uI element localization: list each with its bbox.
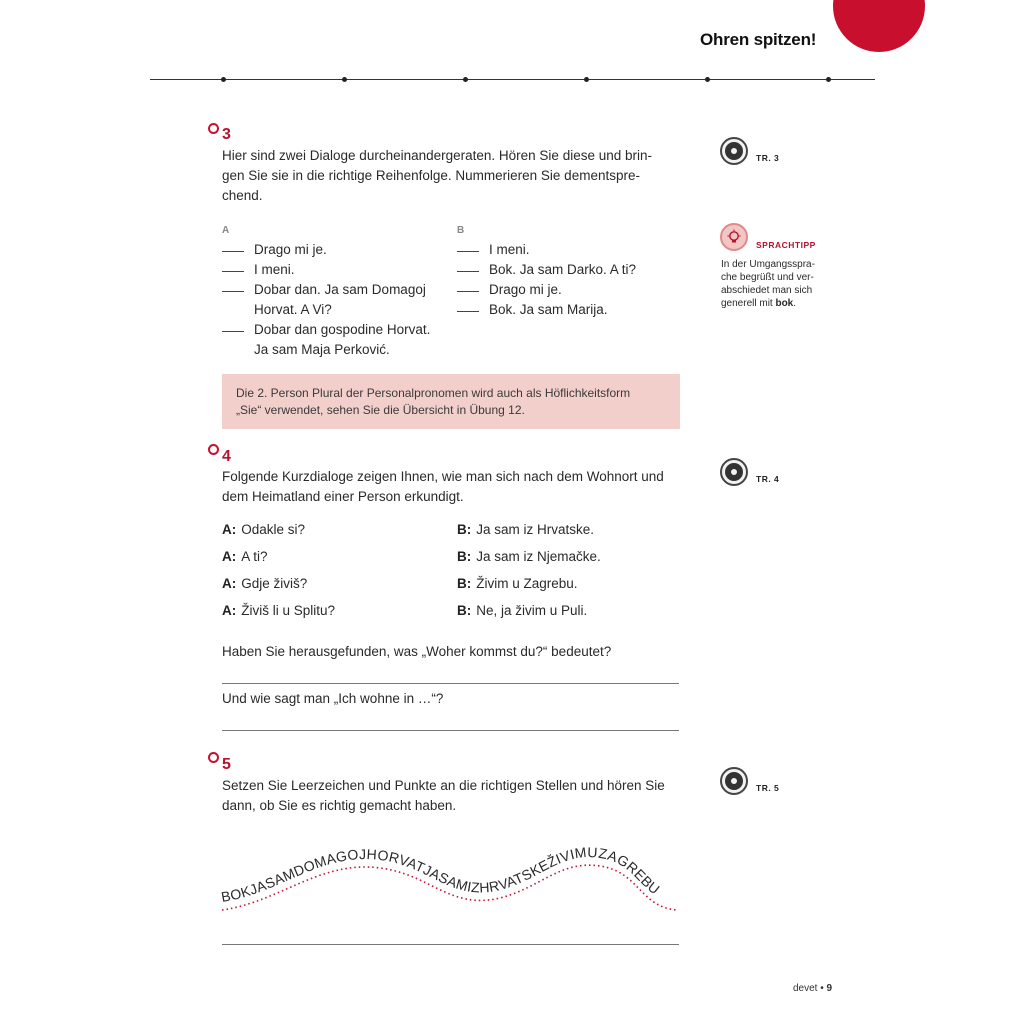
exercise-4-instruction: Folgende Kurzdialoge zeigen Ihnen, wie man sich nach dem Wohnort und dem Heimatland einer Person erkundigt. <box>222 469 664 504</box>
question-2: Und wie sagt man „Ich wohne in …“? <box>222 691 444 706</box>
exercise-3-number: 3 <box>222 126 231 143</box>
list-item[interactable]: I meni. <box>222 260 430 280</box>
list-item[interactable]: Drago mi je. <box>222 240 430 260</box>
track-label: TR. 3 <box>756 153 780 163</box>
exercise-5-number: 5 <box>222 756 231 773</box>
rule-dot <box>705 77 710 82</box>
header-rule <box>150 79 875 80</box>
audio-cd-icon[interactable] <box>720 137 748 165</box>
list-item[interactable]: Dobar dan gospodine Horvat. <box>222 320 430 340</box>
column-a-list <box>222 240 430 360</box>
tip-title: SPRACHTIPP <box>756 240 816 250</box>
rule-dot <box>221 77 226 82</box>
list-item[interactable]: Bok. Ja sam Darko. A ti? <box>457 260 636 280</box>
exercise-3-instruction <box>222 146 692 206</box>
answer-line-2[interactable] <box>222 730 679 731</box>
list-item[interactable]: Bok. Ja sam Marija. <box>457 300 636 320</box>
answer-line-1[interactable] <box>222 683 679 684</box>
column-b-list <box>457 240 636 320</box>
list-item[interactable]: I meni. <box>457 240 636 260</box>
list-item-continuation: Ja sam Maja Perković. <box>254 342 390 357</box>
page-number: devet • 9 <box>793 983 833 994</box>
number-blank[interactable] <box>222 331 244 332</box>
instruction-line: chend. <box>222 188 263 203</box>
list-item[interactable]: Dobar dan. Ja sam Domagoj <box>222 280 430 300</box>
lightbulb-icon <box>720 223 748 251</box>
instruction-line: Hier sind zwei Dialoge durcheinandergeraten. Hören Sie diese und brin- <box>222 148 652 163</box>
exercise-4-number: 4 <box>222 448 231 465</box>
number-blank[interactable] <box>457 271 479 272</box>
column-a-label: A <box>222 225 230 236</box>
number-blank[interactable] <box>222 291 244 292</box>
track-label: TR. 4 <box>756 474 780 484</box>
list-item[interactable]: Drago mi je. <box>457 280 636 300</box>
number-blank[interactable] <box>457 291 479 292</box>
number-blank[interactable] <box>457 311 479 312</box>
audio-cd-icon[interactable] <box>720 458 748 486</box>
chapter-title: Ohren spitzen! <box>700 30 817 49</box>
wave-letters: BOKJASAMDOMAGOJHORVATJASAMIZHRVATSKEŽIVIMUZAGREBU <box>219 844 663 906</box>
exercise-marker-icon <box>208 123 219 134</box>
instruction-line: gen Sie sie in die richtige Reihenfolge. Nummerieren Sie dementspre- <box>222 168 640 183</box>
dialog-b-column: B: Ja sam iz Hrvatske. B: Ja sam iz Njemačke. B: Živim u Zagrebu. B: Ne, ja živim u Puli. <box>457 522 601 618</box>
note-line: „Sie“ verwendet, sehen Sie die Übersicht in Übung 12. <box>236 403 525 417</box>
list-item-continuation: Horvat. A Vi? <box>254 302 332 317</box>
grammar-note-box <box>222 374 680 429</box>
track-label: TR. 5 <box>756 783 780 793</box>
rule-dot <box>826 77 831 82</box>
rule-dot <box>342 77 347 82</box>
tip-text: In der Umgangsspra- che begrüßt und ver- abschiedet man sich generell mit bok. <box>721 259 815 309</box>
number-blank[interactable] <box>222 271 244 272</box>
number-blank[interactable] <box>457 251 479 252</box>
dialog-a-column: A: Odakle si? A: A ti? A: Gdje živiš? A: Živiš li u Splitu? <box>222 522 336 618</box>
answer-line-3[interactable] <box>222 944 679 945</box>
rule-dot <box>463 77 468 82</box>
audio-cd-icon[interactable] <box>720 767 748 795</box>
exercise-marker-icon <box>208 444 219 455</box>
note-line: Die 2. Person Plural der Personalpronomen wird auch als Höflichkeitsform <box>236 386 631 400</box>
number-blank[interactable] <box>222 251 244 252</box>
corner-red-circle <box>833 0 925 52</box>
exercise-marker-icon <box>208 752 219 763</box>
rule-dot <box>584 77 589 82</box>
wave-text-figure <box>200 830 700 930</box>
exercise-5-instruction: Setzen Sie Leerzeichen und Punkte an die richtigen Stellen und hören Sie dann, ob Sie es richtig gemacht haben. <box>222 778 665 813</box>
column-b-label: B <box>457 225 465 236</box>
question-1: Haben Sie herausgefunden, was „Woher kommst du?“ bedeutet? <box>222 644 612 659</box>
